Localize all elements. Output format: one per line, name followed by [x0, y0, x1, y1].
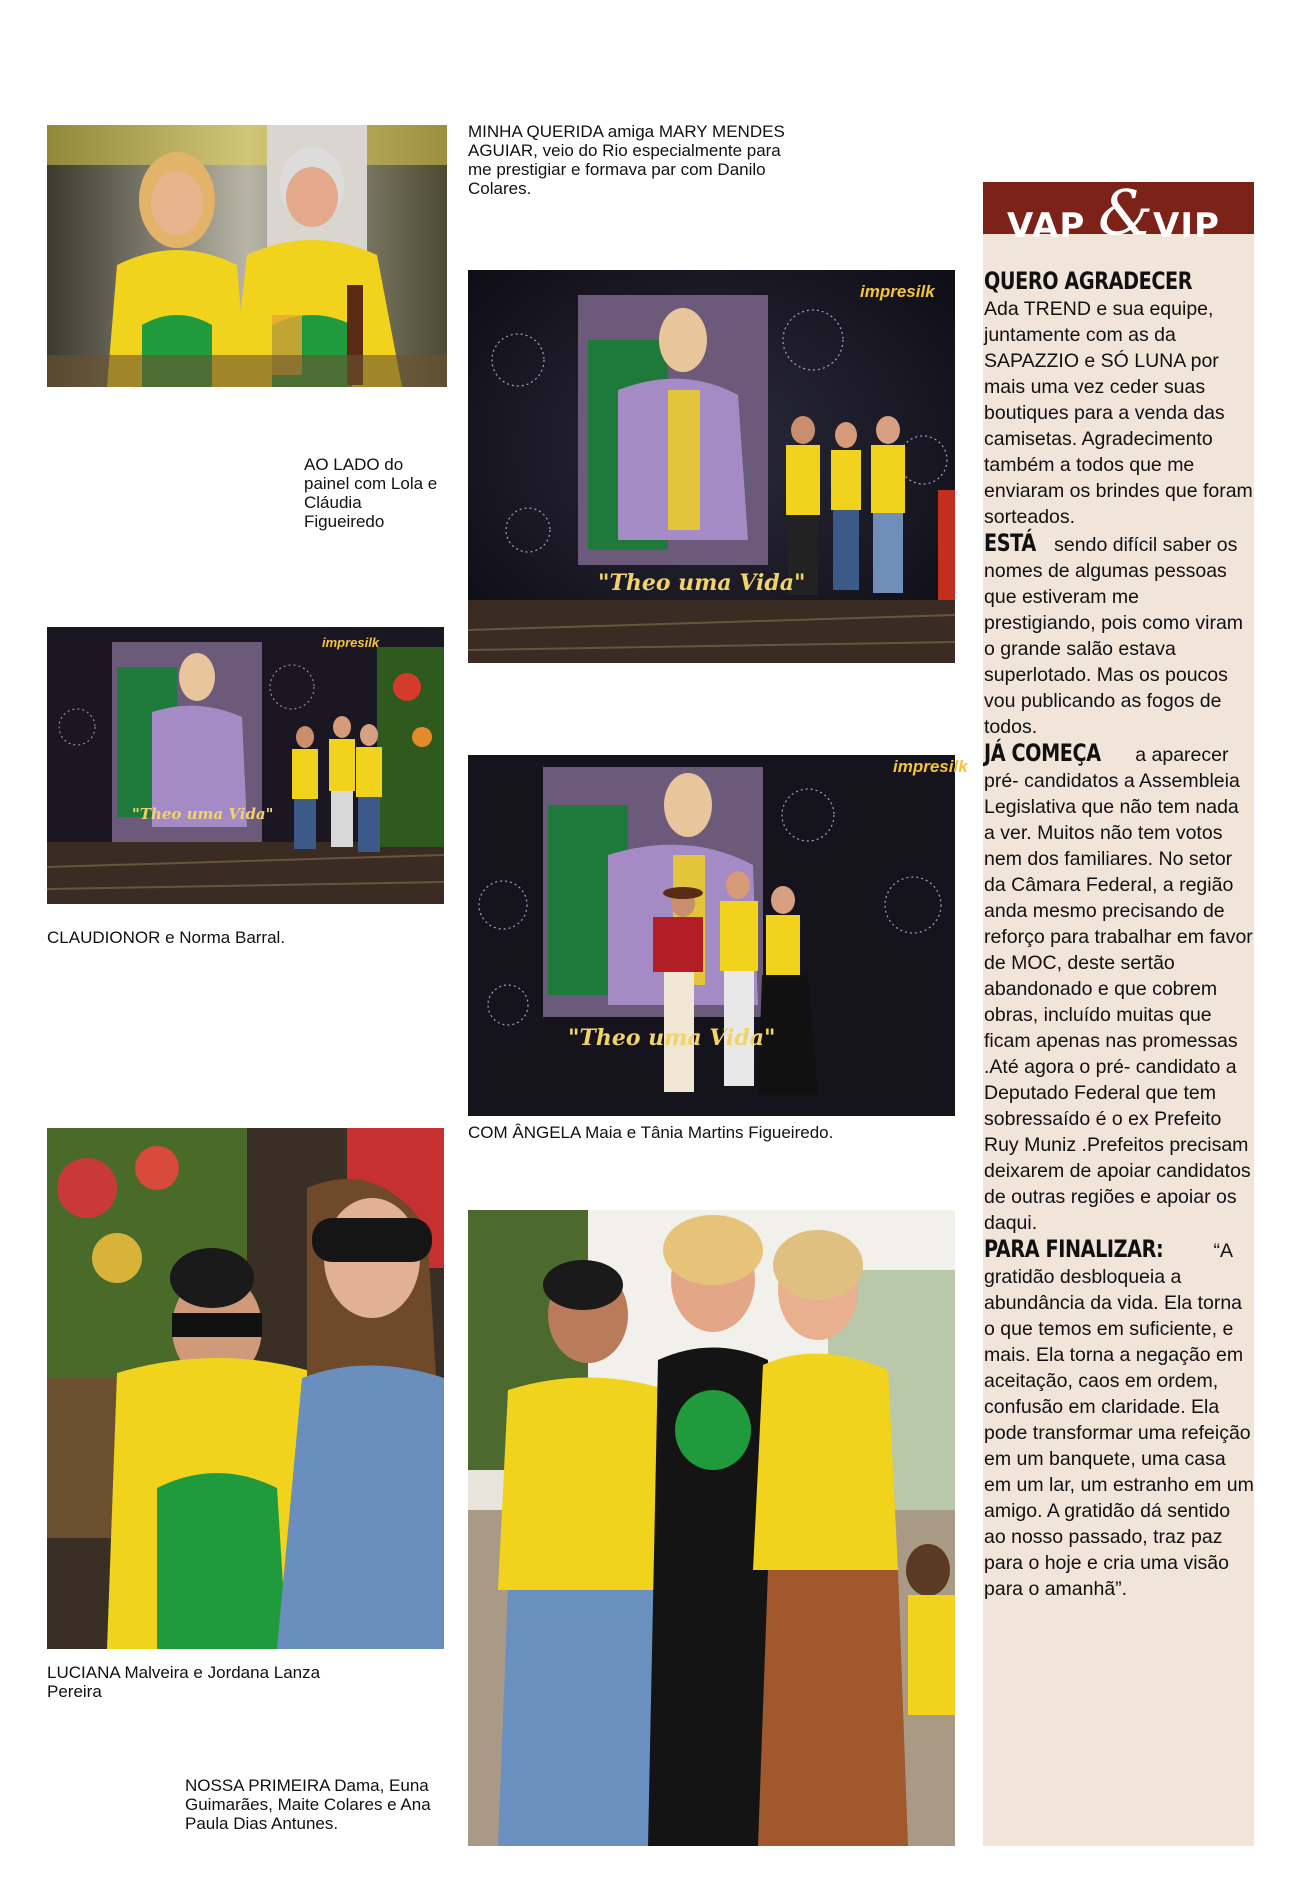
keyword-finalizar: PARA FINALIZAR:: [984, 1235, 1164, 1263]
sponsor-logo-2: impresilk: [322, 635, 380, 650]
header-vap: VAP: [1007, 206, 1086, 246]
backdrop-title-3: "Theo uma Vida": [568, 1025, 776, 1051]
caption-lola: AO LADO do painel com Lola e Cláudia Figueiredo: [304, 455, 438, 531]
caption-luciana: LUCIANA Malveira e Jordana Lanza Pereira: [47, 1663, 321, 1701]
photo-mary-danilo: [47, 125, 447, 387]
section-finalizar: [984, 1236, 1254, 1602]
section-ja-comeca: [984, 740, 1254, 1236]
photo-luciana-jordana: [47, 1128, 444, 1649]
caption-primeira: NOSSA PRIMEIRA Dama, Euna Guimarães, Maite Colares e Ana Paula Dias Antunes.: [185, 1776, 431, 1833]
keyword-esta: ESTÁ: [984, 529, 1036, 557]
column-header: [983, 176, 1254, 249]
sidebar-column: [983, 176, 1254, 1846]
photo-claudionor: [47, 627, 444, 904]
sponsor-logo: impresilk: [860, 282, 935, 301]
section-agradecer: [984, 268, 1254, 530]
keyword-agradecer: QUERO AGRADECER: [984, 267, 1193, 295]
text-agradecer: Ada TREND e sua equipe, juntamente com as da SAPAZZIO e SÓ LUNA por mais uma vez ceder suas boutiques para a venda das camisetas. Agradecimento também a todos que me enviaram os brindes que foram sorteados.: [984, 298, 1253, 528]
caption-mary: MINHA QUERIDA amiga MARY MENDES AGUIAR, veio do Rio especialmente para me prestigiar e formava par com Danilo Colares.: [468, 122, 785, 198]
backdrop-title: "Theo uma Vida": [598, 570, 806, 596]
section-esta: [984, 530, 1254, 740]
photo-angela-tania: [468, 755, 968, 1116]
keyword-ja-comeca: JÁ COMEÇA: [984, 739, 1101, 767]
text-ja-comeca: a aparecer pré- candidatos a Assembleia Legislativa que não tem nada a ver. Muitos não tem votos nem dos familiares. No setor da Câmara Federal, a região anda mesmo precisando de reforço para trabalhar em favor de MOC, deste sertão abandonado e que cobrem obras, incluído muitas que ficam apenas nas promessas .Até agora o pré- candidato a Deputado Federal que tem sobressaído é o ex Prefeito Ruy Muniz .Prefeitos precisam deixarem de apoiar candidatos de outras regiões e apoiar os daqui.: [984, 744, 1253, 1234]
header-ampersand: &: [1098, 176, 1154, 249]
caption-claudionor: CLAUDIONOR e Norma Barral.: [47, 928, 286, 947]
text-finalizar: “A gratidão desbloqueia a abundância da vida. Ela torna o que temos em suficiente, e mais. Ela torna a negação em aceitação, caos em ordem, confusão em claridade. Ela pode transformar uma refeição em um banquete, uma casa em um lar, um estranho em um amigo. A gratidão dá sentido ao nosso passado, traz paz para o hoje e cria uma visão para o amanhã”.: [984, 1240, 1254, 1600]
header-vip: VIP: [1153, 206, 1220, 246]
backdrop-title-2: "Theo uma Vida": [132, 805, 274, 823]
sponsor-logo-3: impresilk: [893, 757, 968, 776]
caption-angela: COM ÂNGELA Maia e Tânia Martins Figueiredo.: [468, 1123, 834, 1142]
text-esta: sendo difícil saber os nomes de algumas pessoas que estiveram me prestigiando, pois como viram o grande salão estava superlotado. Mas os poucos vou publicando as fogos de todos.: [984, 534, 1244, 738]
photo-primeira-dama: [468, 1210, 955, 1846]
column-body: [983, 268, 1254, 1602]
photo-backdrop-three: [468, 270, 955, 663]
